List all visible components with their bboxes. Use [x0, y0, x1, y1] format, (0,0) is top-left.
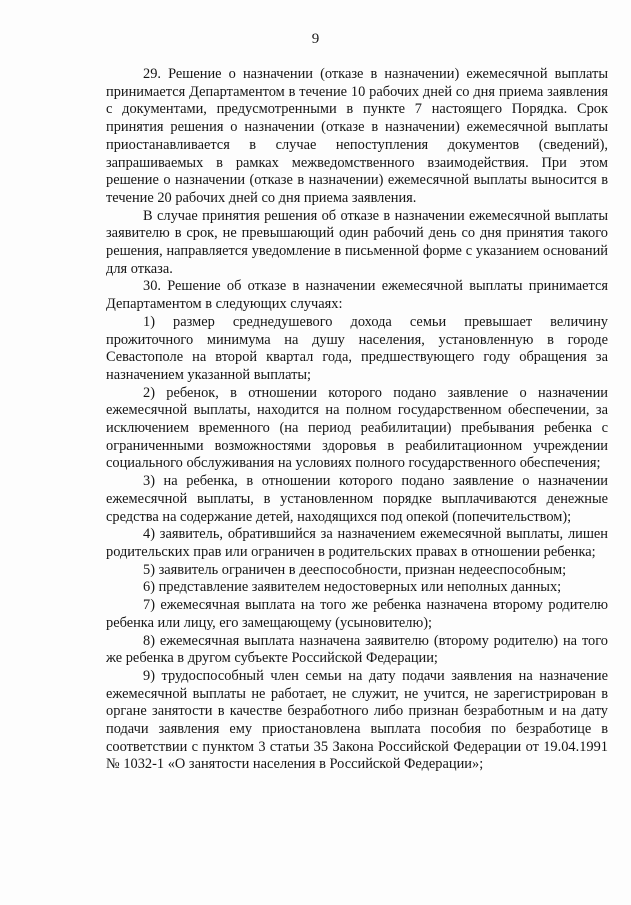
document-body [106, 66, 608, 774]
list-item-7: 7) ежемесячная выплата на того же ребенка назначена второму родителю ребенка или лицу, его замещающему (усыновителю); [106, 597, 608, 631]
paragraph-29: 29. Решение о назначении (отказе в назначении) ежемесячной выплаты принимается Департаментом в течение 10 рабочих дней со дня приема заявления с документами, предусмотренными в пункте 7 настоящего Порядка. Срок принятия решения о назначении (отказе в назначении) ежемесячной выплаты приостанавливается в случае непоступления документов (сведений), запрашиваемых в рамках межведомственного взаимодействия. При этом решение о назначении (отказе в назначении) ежемесячной выплаты выносится в течение 20 рабочих дней со дня приема заявления. [106, 66, 608, 206]
list-item-6: 6) представление заявителем недостоверных или неполных данных; [143, 579, 562, 596]
list-item-9: 9) трудоспособный член семьи на дату подачи заявления на назначение ежемесячной выплаты не работает, не служит, не учится, не зарегистрирован в органе занятости в качестве безработного либо признан безработным и на дату подачи заявления ему приостановлена выплата пособия по безработице в соответствии с пунктом 3 статьи 35 Закона Российской Федерации от 19.04.1991 № 1032-1 «О занятости населения в Российской Федерации»; [106, 667, 608, 773]
list-item-4: 4) заявитель, обратившийся за назначением ежемесячной выплаты, лишен родительских прав или ограничен в родительских правах в отношении ребенка; [106, 526, 608, 560]
list-item-3: 3) на ребенка, в отношении которого подано заявление о назначении ежемесячной выплаты, в установленном порядке выплачиваются денежные средства на содержание детей, находящихся под опекой (попечительством); [106, 473, 608, 525]
page-number: 9 [311, 31, 320, 47]
paragraph-refusal-notice: В случае принятия решения об отказе в назначении ежемесячной выплаты заявителю в срок, не превышающий один рабочий день со дня принятия такого решения, направляется уведомление в письменной форме с указанием оснований для отказа. [106, 207, 608, 277]
list-item-1: 1) размер среднедушевого дохода семьи превышает величину прожиточного минимума на душу населения, установленную в городе Севастополе на второй квартал года, предшествующего году обращения за назначением указанной выплаты; [106, 313, 608, 383]
list-item-8: 8) ежемесячная выплата назначена заявителю (второму родителю) на того же ребенка в другом субъекте Российской Федерации; [106, 632, 608, 667]
list-item-5: 5) заявитель ограничен в дееспособности, признан недееспособным; [143, 561, 567, 578]
list-item-2: 2) ребенок, в отношении которого подано заявление о назначении ежемесячной выплаты, находится на полном государственном обеспечении, за исключением временного (на период реабилитации) пребывания ребенка с ограниченными возможностями здоровья в реабилитационном учреждении социального обслуживания на условиях полного государственного обеспечения; [106, 384, 608, 472]
paragraph-30: 30. Решение об отказе в назначении ежемесячной выплаты принимается Департаментом в следующих случаях: [106, 278, 608, 313]
